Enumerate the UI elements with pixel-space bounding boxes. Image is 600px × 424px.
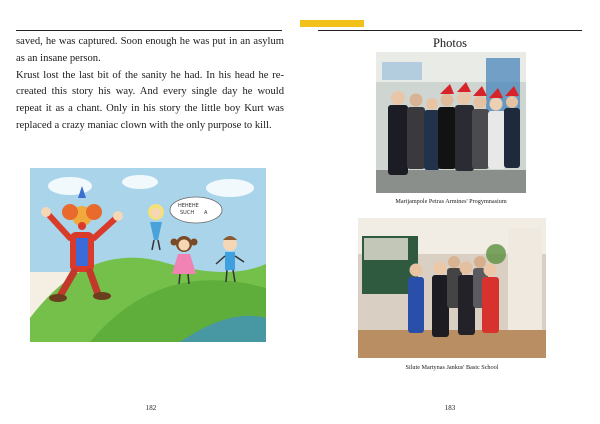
left-page-number: 182 (145, 404, 157, 412)
story-paragraph-1: saved, he was captured. Soon enough he was put in an asylum as an insane person. (16, 36, 284, 64)
group-photo-2 (358, 218, 546, 358)
page-title: Photos (432, 36, 468, 50)
left-header-rule (16, 30, 282, 31)
photo-1-image (376, 52, 526, 193)
clown-drawing (30, 168, 266, 342)
photo-2-caption: Silute Martynas Jankus' Basic School (405, 364, 499, 371)
story-paragraph-2: Krust lost the last bit of the sanity he had. In his head he re-created this story his way. And every single day he would repeat it as a chant. Only in his story the little boy Kurt was replaced a crazy maniac clown with the only purpose to kill. (16, 69, 284, 131)
accent-bar (300, 20, 364, 27)
speech-line-2: SUCH (180, 210, 195, 216)
speech-line-1: HEHEHE (178, 203, 199, 209)
photo-2-image (358, 218, 546, 358)
group-photo-1 (376, 52, 526, 193)
right-page-number: 183 (444, 404, 456, 412)
speech-line-3: A (204, 210, 208, 216)
story-text (16, 34, 284, 135)
right-header-rule (318, 30, 582, 31)
photo-1-caption: Marijampole Petras Armines' Progymnasium (395, 198, 507, 205)
drawing-illustration (30, 168, 266, 342)
